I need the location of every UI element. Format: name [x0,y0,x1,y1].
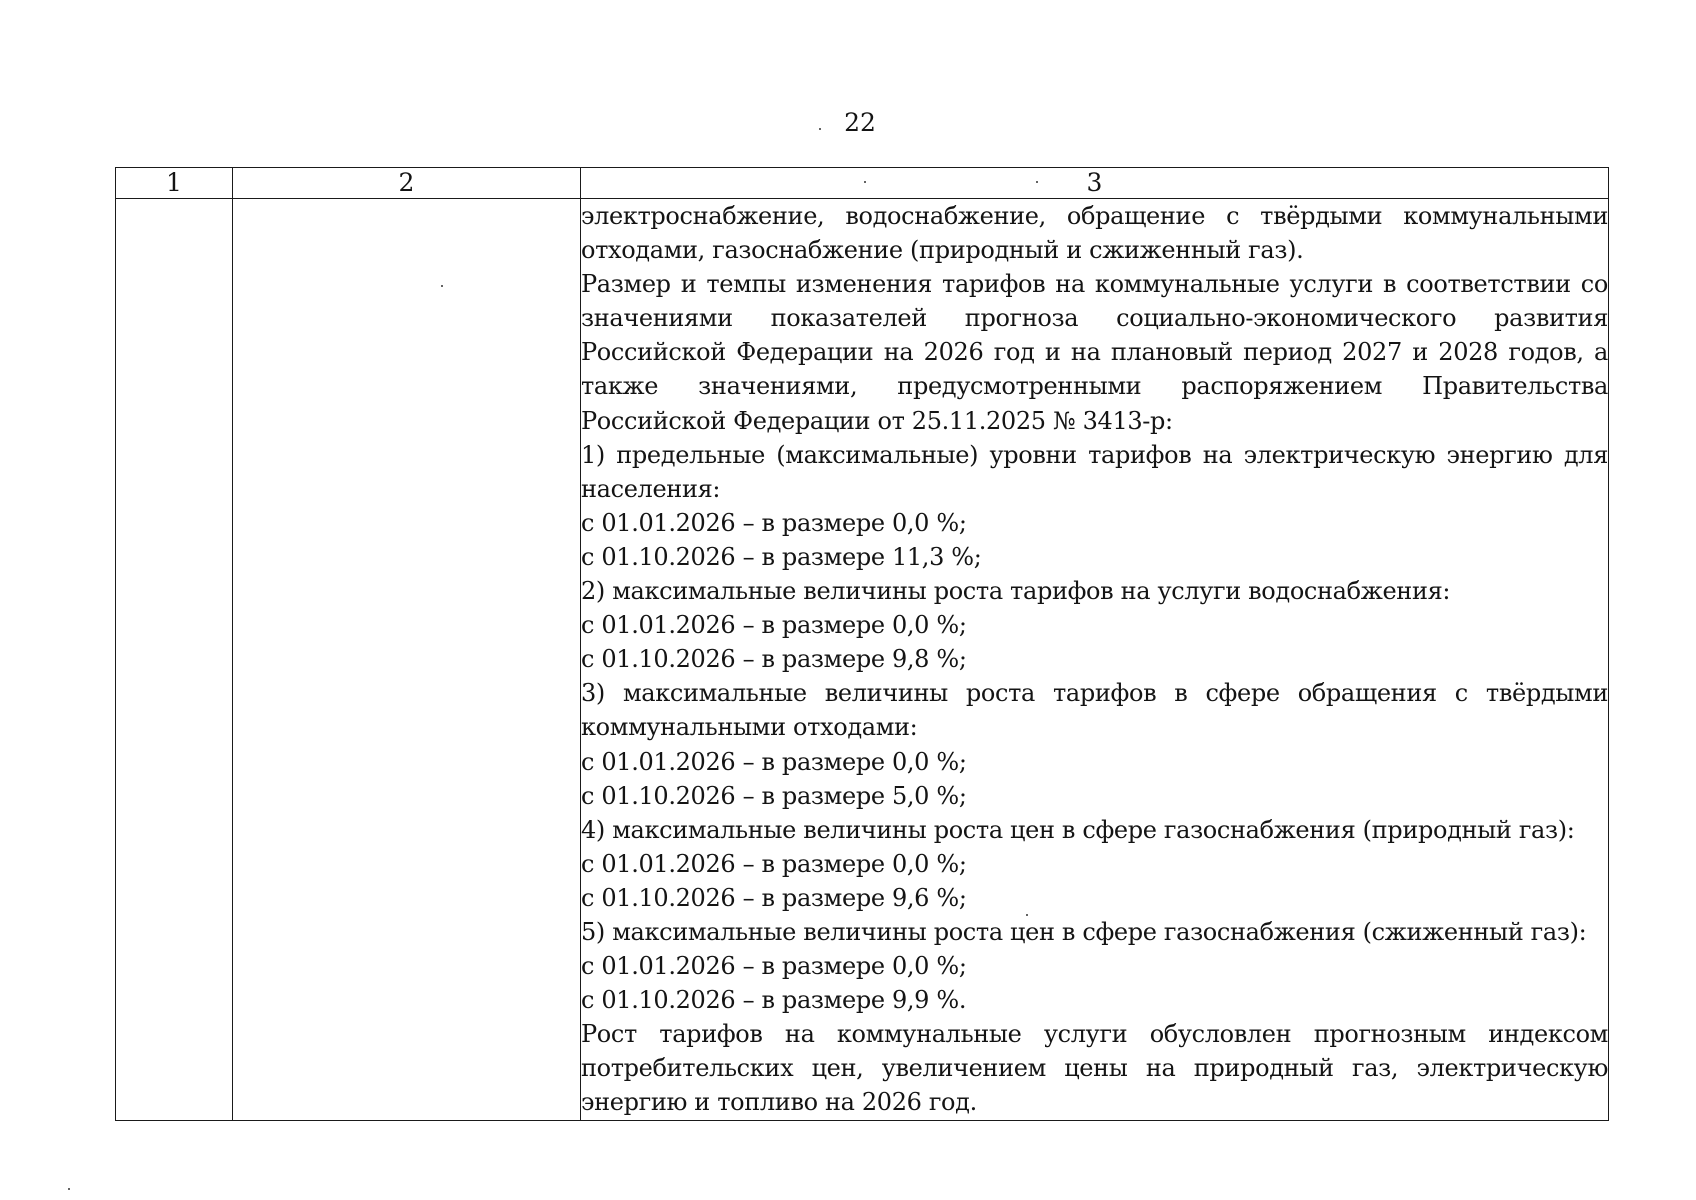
cell-col-3-content [581,199,1609,1121]
paragraph: с 01.01.2026 – в размере 0,0 %; [581,611,967,640]
paragraph: с 01.10.2026 – в размере 11,3 %; [581,542,982,571]
paragraph: с 01.10.2026 – в размере 5,0 %; [581,781,967,810]
scan-speck [68,1188,70,1190]
paragraph: с 01.10.2026 – в размере 9,6 %; [581,883,967,912]
scan-speck [1026,914,1028,916]
paragraph: 4) максимальные величины роста цен в сфере газоснабжения (природный газ): [581,815,1575,844]
paragraph: с 01.10.2026 – в размере 9,9 %. [581,986,967,1015]
paragraph: с 01.01.2026 – в размере 0,0 %; [581,747,967,776]
scan-speck [864,181,866,183]
paragraph: 1) предельные (максимальные) уровни тарифов на электрическую энергию для населения: [581,440,1608,503]
paragraph: Рост тарифов на коммунальные услуги обусловлен прогнозным индексом потребительских цен, увеличением цены на природный газ, электрическую энергию и топливо на 2026 год. [581,1020,1608,1117]
paragraph: 3) максимальные величины роста тарифов в сфере обращения с твёрдыми коммунальными отходами: [581,679,1608,742]
paragraph: с 01.01.2026 – в размере 0,0 %; [581,508,967,537]
paragraph: электроснабжение, водоснабжение, обращение с твёрдыми коммунальными отходами, газоснабжение (природный и сжиженный газ). [581,202,1608,265]
paragraph: с 01.01.2026 – в размере 0,0 %; [581,849,967,878]
cell-col-2 [233,199,581,1121]
table-header-row [116,168,1609,199]
paragraph: Размер и темпы изменения тарифов на коммунальные услуги в соответствии со значениями показателей прогноза социально-экономического развития Российской Федерации на 2026 год и на плановый период 2027 и 2028 годов, а также значениями, предусмотренными распоряжением Правительства Российской Федерации от 25.11.2025 № 3413-р: [581,270,1608,435]
cell-col-1 [116,199,233,1121]
column-header-3: 3 [581,168,1609,199]
page-number: 22 [844,108,876,137]
scan-speck [441,285,443,287]
paragraph: 5) максимальные величины роста цен в сфере газоснабжения (сжиженный газ): [581,917,1587,946]
paragraph: 2) максимальные величины роста тарифов на услуги водоснабжения: [581,577,1451,606]
document-table [115,167,1609,1121]
column-header-1: 1 [116,168,233,199]
scan-speck [819,128,821,130]
column-header-2: 2 [233,168,581,199]
scan-speck [1036,181,1038,183]
paragraph: с 01.01.2026 – в размере 0,0 %; [581,952,967,981]
paragraph: с 01.10.2026 – в размере 9,8 %; [581,645,967,674]
table-row [116,199,1609,1121]
